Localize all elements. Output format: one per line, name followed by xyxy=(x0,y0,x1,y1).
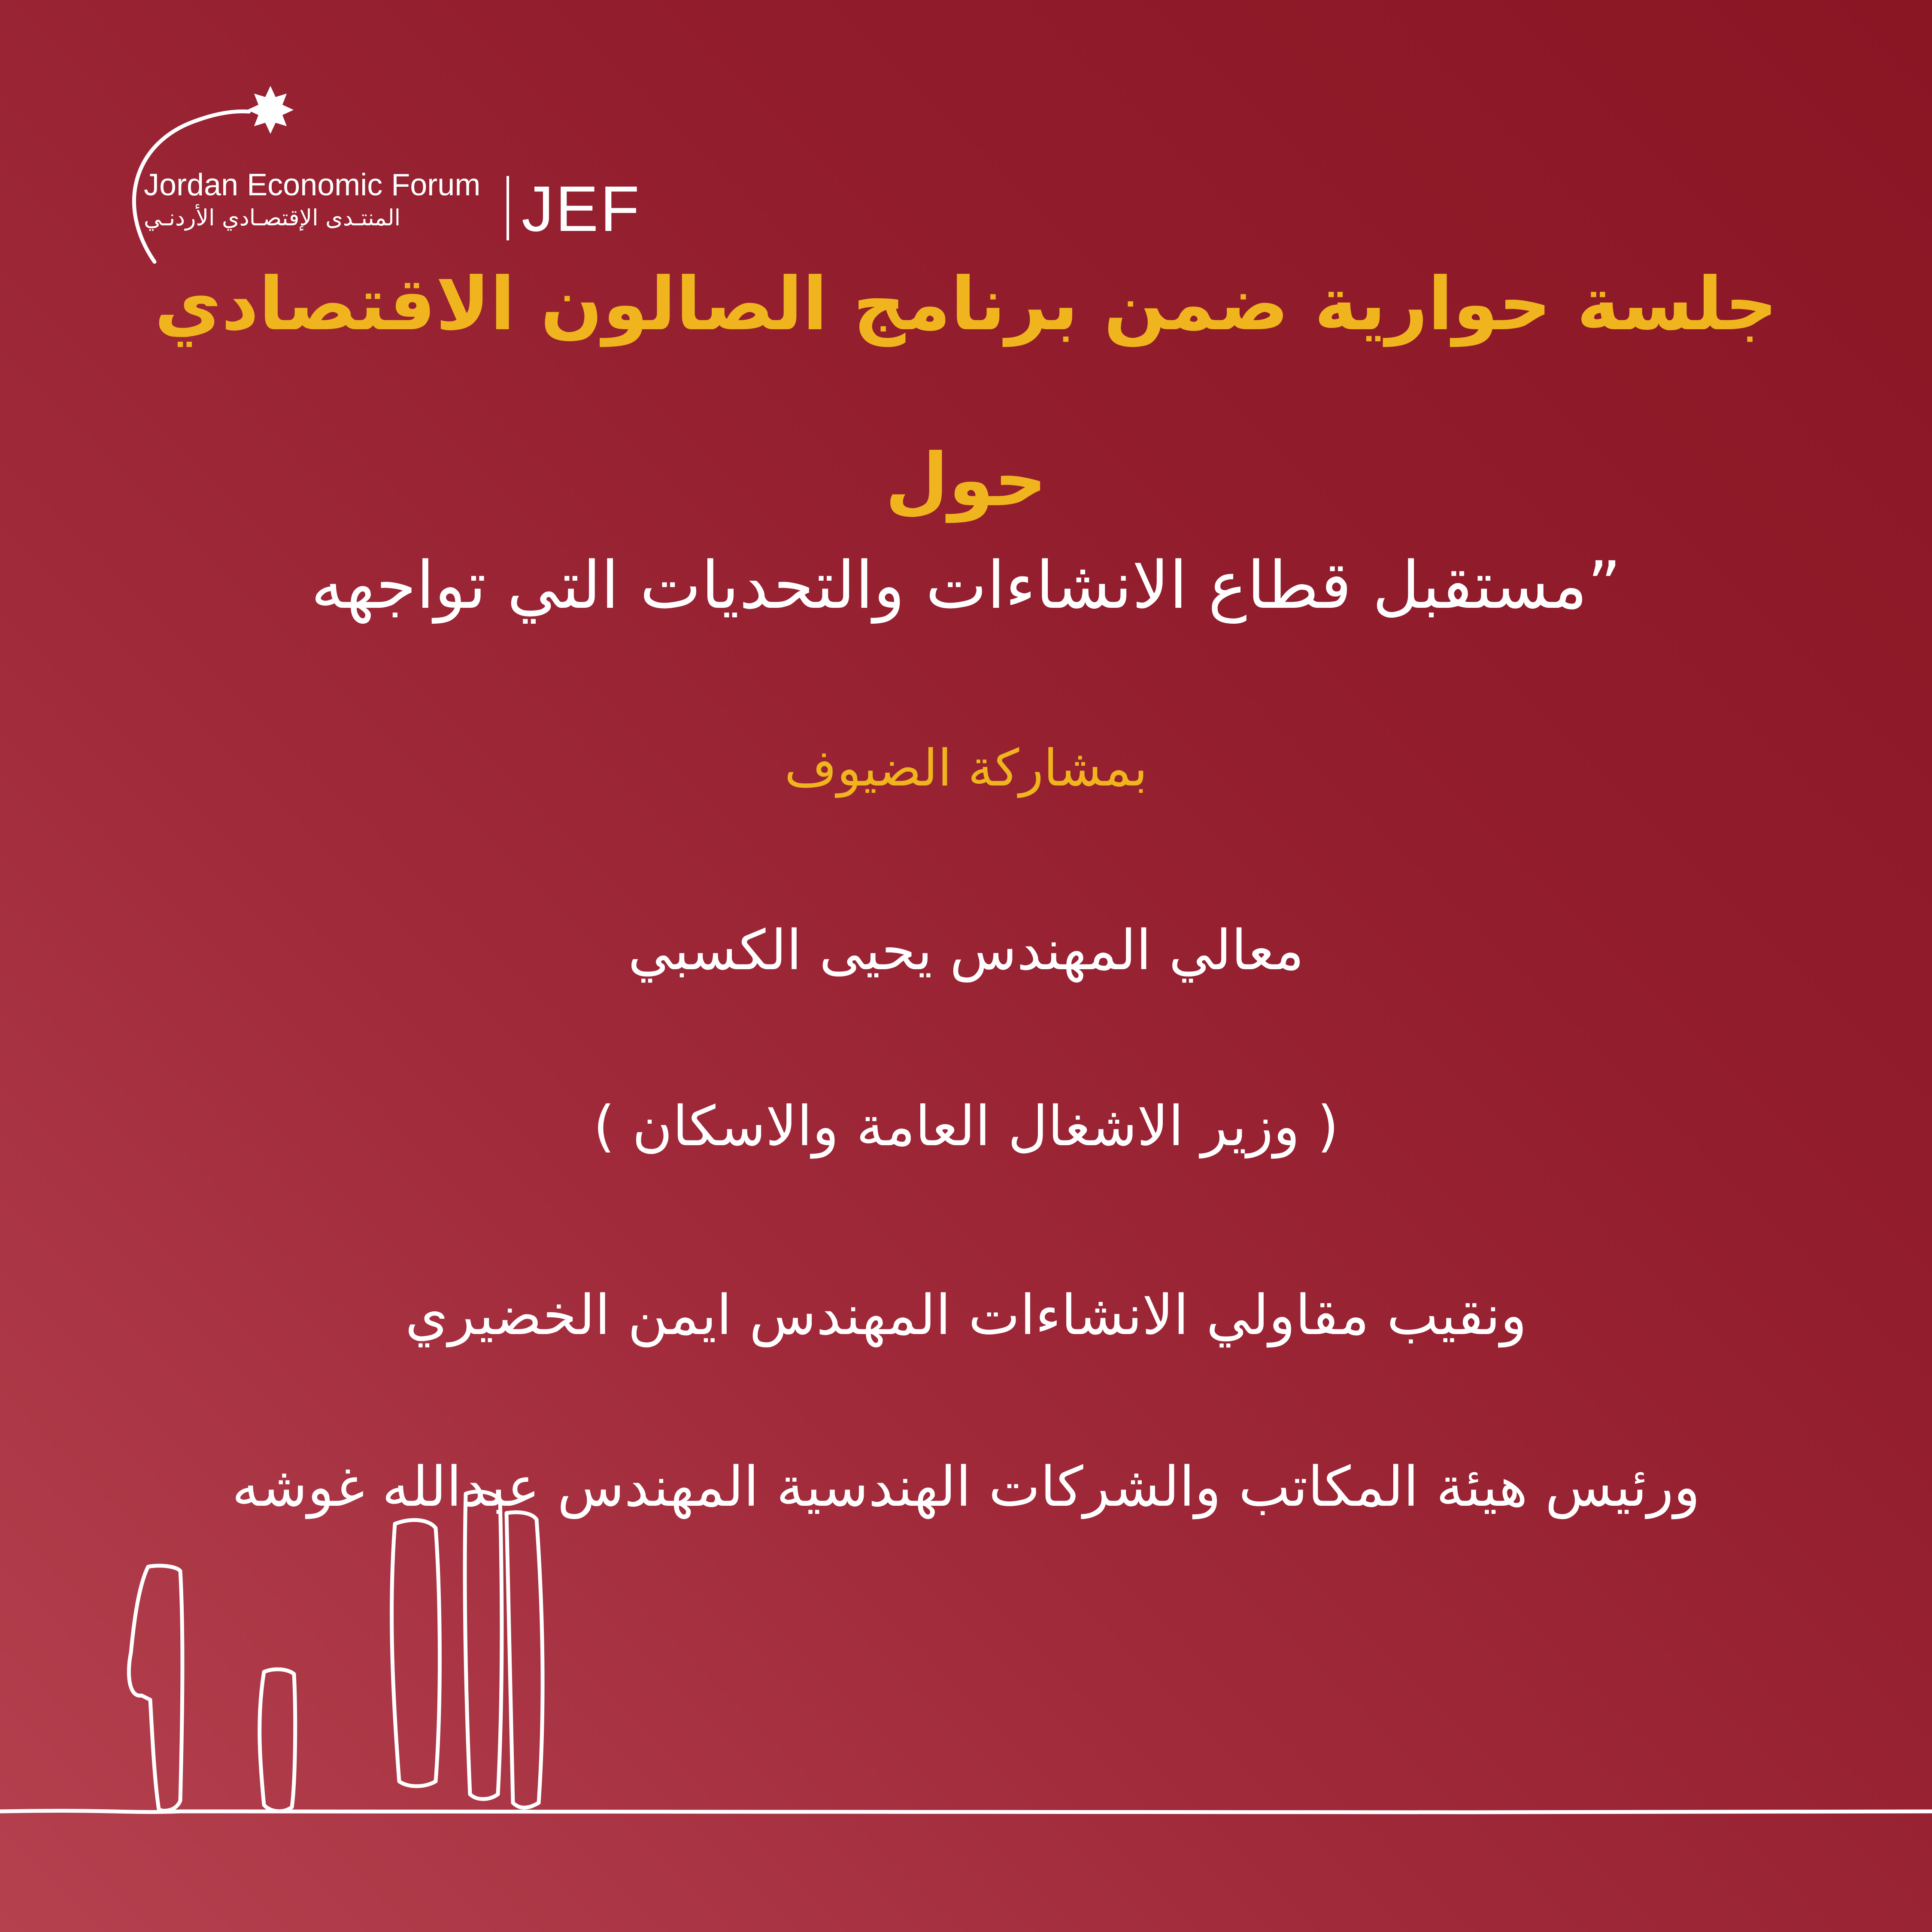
guest-line-3: ونقيب مقاولي الانشاءات المهندس ايمن الخضيري xyxy=(405,1283,1527,1347)
logo-name-ar: المنتـدى الإقتصـادي الأردنـي xyxy=(144,205,401,231)
guest-line-2: ( وزير الاشغال العامة والاسكان ) xyxy=(593,1095,1339,1159)
logo-abbr: JEF xyxy=(522,173,641,245)
guests-label: بمشاركة الضيوف xyxy=(784,738,1148,798)
jordan-star-icon xyxy=(247,86,294,134)
logo-name-en: Jordan Economic Forum xyxy=(144,168,481,202)
about-label: حول xyxy=(885,438,1047,523)
event-title: جلسة حوارية ضمن برنامج الصالون الاقتصادي xyxy=(154,262,1778,347)
guest-line-4: ورئيس هيئة المكاتب والشركات الهندسية المهندس عبدالله غوشه xyxy=(232,1455,1700,1519)
jef-logo xyxy=(107,77,641,270)
guest-line-1: معالي المهندس يحيى الكسبي xyxy=(628,919,1304,983)
event-topic: ”مستقبل قطاع الانشاءات والتحديات التي تواجهه xyxy=(311,547,1621,623)
logo-divider xyxy=(507,176,509,240)
